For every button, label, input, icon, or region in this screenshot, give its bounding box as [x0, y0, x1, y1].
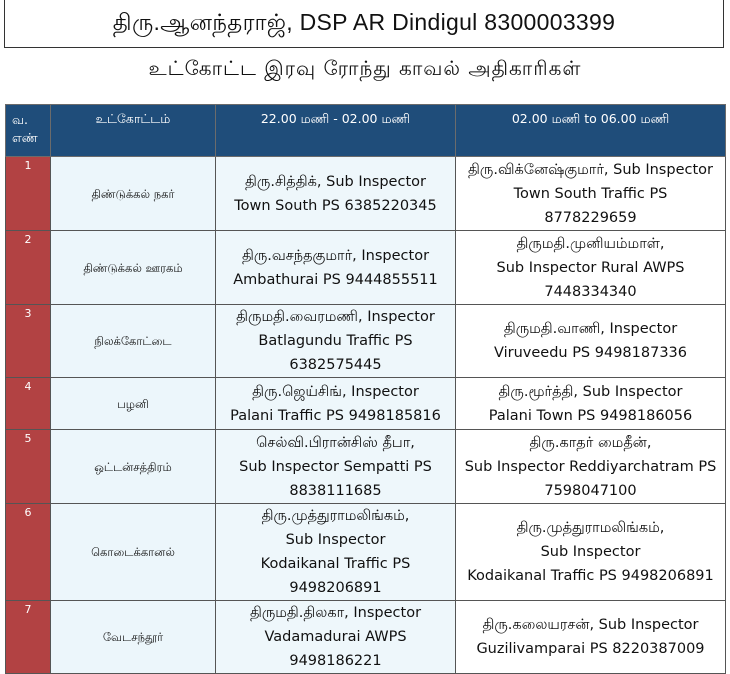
shift-1-cell — [216, 601, 456, 674]
officer-detail-line: Town South Traffic PS — [513, 185, 668, 202]
page-subtitle: உட்கோட்ட இரவு ரோந்து காவல் அதிகாரிகள் — [148, 56, 582, 80]
serial-number-cell: 4 — [6, 378, 51, 430]
subdivision-cell: ஒட்டன்சத்திரம் — [51, 430, 216, 504]
shift-2-cell — [456, 305, 726, 378]
column-header-shift-2: 02.00 மணி to 06.00 மணி — [456, 105, 726, 157]
table-body — [6, 157, 726, 674]
officer-detail-line: Ambathurai PS 9444855511 — [233, 271, 438, 288]
shift-2-cell — [456, 601, 726, 674]
officer-detail-line: Kodaikanal Traffic PS 9498206891 — [467, 568, 714, 584]
table-row — [6, 504, 726, 601]
shift-1-cell — [216, 504, 456, 601]
officer-detail-line: Sub Inspector Sempatti PS — [239, 458, 432, 475]
officer-detail-line: திரு.முத்துராமலிங்கம், — [516, 520, 665, 536]
officer-detail-line: Viruveedu PS 9498187336 — [493, 345, 688, 361]
officer-detail-line: 8778229659 — [544, 209, 637, 226]
column-header-shift-1: 22.00 மணி - 02.00 மணி — [216, 105, 456, 157]
officer-detail-line: 7448334340 — [544, 283, 637, 300]
officer-header — [4, 0, 724, 48]
officer-detail-line: திருமதி.வைரமணி, Inspector — [236, 309, 435, 325]
officer-detail-line: 7598047100 — [544, 482, 637, 499]
table-row — [6, 601, 726, 674]
table-row — [6, 305, 726, 378]
serial-number-cell: 6 — [6, 504, 51, 601]
officer-detail-line: திரு.சித்திக், Sub Inspector — [245, 173, 426, 190]
officer-detail-line: Sub Inspector — [285, 532, 386, 548]
patrol-roster-table — [5, 104, 726, 674]
officer-detail-line: Palani Traffic PS 9498185816 — [230, 407, 441, 424]
officer-detail-line: திருமதி.வாணி, Inspector — [503, 321, 678, 337]
column-header-subdivision: உட்கோட்டம் — [51, 105, 216, 157]
officer-detail-line: Sub Inspector Reddiyarchatram PS — [464, 458, 717, 475]
column-header-serial: வ. எண் — [6, 105, 51, 157]
table-header — [6, 105, 726, 157]
officer-detail-line: Batlagundu Traffic PS 6382575445 — [258, 333, 413, 373]
officer-detail-line: Vadamadurai AWPS 9498186221 — [264, 629, 407, 669]
officer-detail-line: Town South PS 6385220345 — [234, 197, 437, 214]
serial-number-cell: 5 — [6, 430, 51, 504]
officer-detail-line: திரு.விக்னேஷ்குமார், Sub Inspector — [468, 161, 713, 178]
table-row — [6, 157, 726, 231]
shift-1-cell — [216, 231, 456, 305]
table-row — [6, 430, 726, 504]
shift-2-cell — [456, 231, 726, 305]
officer-detail-line: திரு.காதர் மைதீன், — [529, 434, 652, 451]
officer-detail-line: Kodaikanal Traffic PS 9498206891 — [260, 556, 411, 596]
officer-detail-line: Sub Inspector — [540, 544, 641, 560]
serial-number-cell: 7 — [6, 601, 51, 674]
officer-detail-line: திரு.கலையரசன், Sub Inspector — [482, 617, 699, 633]
subdivision-cell: வேடசந்தூர் — [51, 601, 216, 674]
subdivision-cell: திண்டுக்கல் ஊரகம் — [51, 231, 216, 305]
subdivision-cell: கொடைக்கானல் — [51, 504, 216, 601]
officer-detail-line: Palani Town PS 9498186056 — [488, 407, 693, 424]
header-title: திரு.ஆனந்தராஜ், DSP AR Dindigul 8300003399 — [112, 8, 616, 35]
officer-detail-line: செல்வி.பிரான்சிஸ் தீபா, — [256, 434, 415, 451]
serial-number-cell: 2 — [6, 231, 51, 305]
officer-detail-line: திரு.மூர்த்தி, Sub Inspector — [498, 383, 683, 400]
officer-detail-line: திரு.ஜெய்சிங், Inspector — [252, 383, 419, 400]
subdivision-cell: நிலக்கோட்டை — [51, 305, 216, 378]
shift-2-cell — [456, 378, 726, 430]
serial-number-cell: 3 — [6, 305, 51, 378]
table-row — [6, 378, 726, 430]
officer-detail-line: Sub Inspector Rural AWPS — [496, 259, 685, 276]
subdivision-cell: பழனி — [51, 378, 216, 430]
shift-2-cell — [456, 157, 726, 231]
serial-number-cell: 1 — [6, 157, 51, 231]
shift-2-cell — [456, 430, 726, 504]
shift-1-cell — [216, 430, 456, 504]
shift-2-cell — [456, 504, 726, 601]
shift-1-cell — [216, 378, 456, 430]
officer-detail-line: திருமதி.முனியம்மாள், — [516, 235, 665, 252]
shift-1-cell — [216, 157, 456, 231]
shift-1-cell — [216, 305, 456, 378]
officer-detail-line: 8838111685 — [289, 482, 382, 499]
table-row — [6, 231, 726, 305]
officer-detail-line: திருமதி.திலகா, Inspector — [249, 605, 422, 621]
subdivision-cell: திண்டுக்கல் நகர் — [51, 157, 216, 231]
officer-detail-line: Guzilivamparai PS 8220387009 — [476, 641, 705, 657]
officer-detail-line: திரு.வசந்தகுமார், Inspector — [241, 247, 430, 264]
officer-detail-line: திரு.முத்துராமலிங்கம், — [261, 508, 410, 524]
